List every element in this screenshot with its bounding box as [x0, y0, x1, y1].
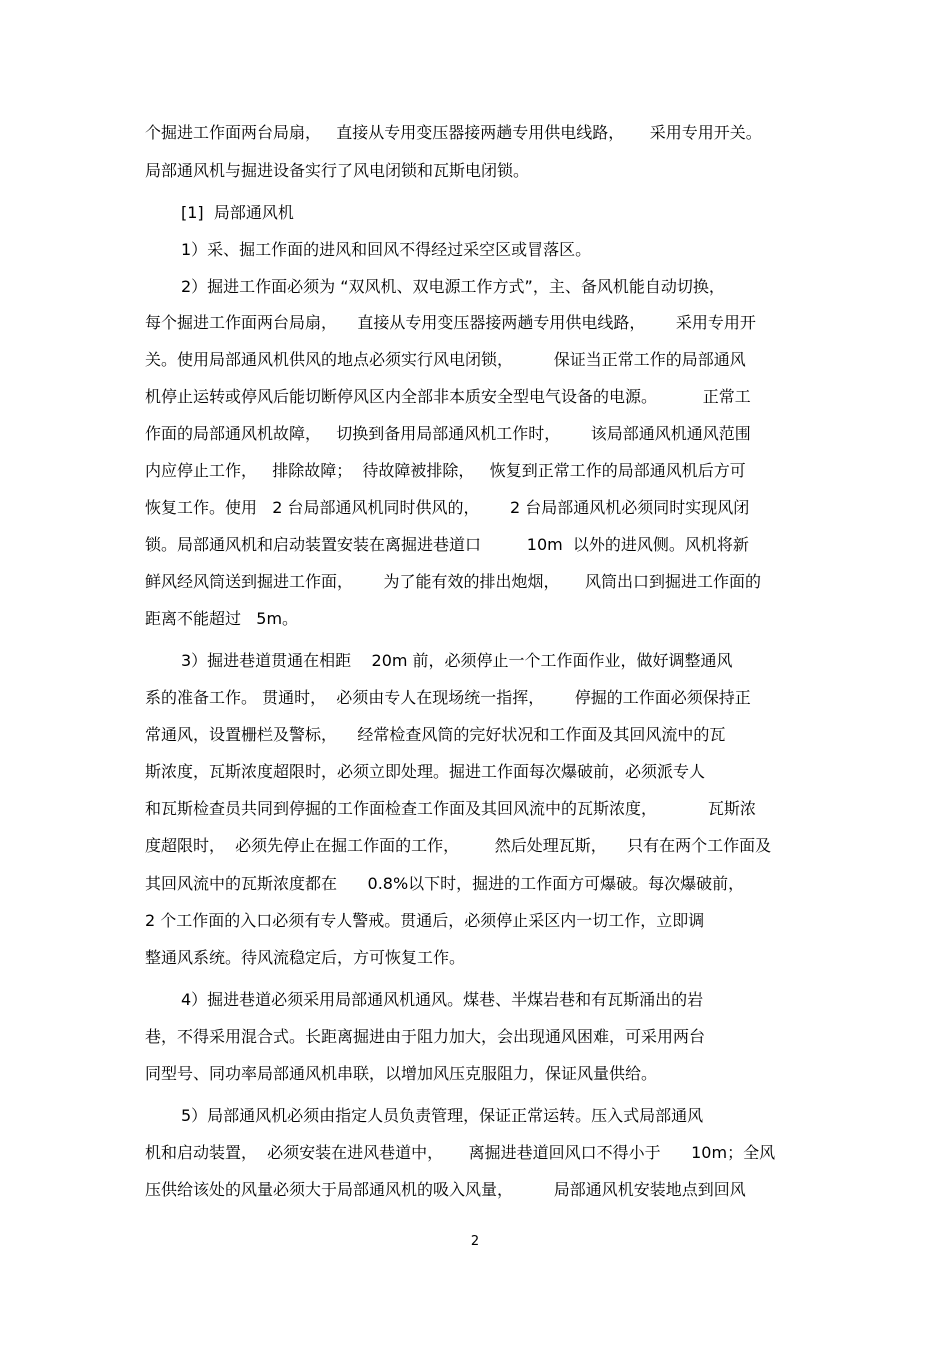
text-line: 5）局部通风机必须由指定人员负责管理，保证正常运转。压入式局部通风	[181, 1106, 704, 1125]
text-line: 度超限时， 必须先停止在掘工作面的工作， 然后处理瓦斯， 只有在两个工作面及	[145, 836, 772, 855]
text-line: 局部通风机与掘进设备实行了风电闭锁和瓦斯电闭锁。	[145, 161, 530, 180]
text-line: 锁。局部通风机和启动装置安装在离掘进巷道口 10m 以外的进风侧。风机将新	[145, 535, 749, 554]
text-line: 4）掘进巷道必须采用局部通风机通风。煤巷、半煤岩巷和有瓦斯涌出的岩	[181, 990, 704, 1009]
text-line: 巷，不得采用混合式。长距离掘进由于阻力加大，会出现通风困难，可采用两台	[145, 1027, 706, 1046]
text-line: 常通风，设置栅栏及警标， 经常检查风筒的完好状况和工作面及其回风流中的瓦	[145, 725, 726, 744]
page-number: 2	[470, 1234, 480, 1249]
text-line: 每个掘进工作面两台局扇， 直接从专用变压器接两趟专用供电线路， 采用专用开	[145, 313, 756, 332]
text-line: [1] 局部通风机	[181, 203, 294, 222]
text-line: 和瓦斯检查员共同到停掘的工作面检查工作面及其回风流中的瓦斯浓度， 瓦斯浓	[145, 799, 756, 818]
text-line: 3）掘进巷道贯通在相距 20m 前，必须停止一个工作面作业，做好调整通风	[181, 651, 733, 670]
text-line: 同型号、同功率局部通风机串联，以增加风压克服阻力，保证风量供给。	[145, 1064, 658, 1083]
text-line: 距离不能超过 5m。	[145, 609, 299, 628]
text-line: 1）采、掘工作面的进风和回风不得经过采空区或冒落区。	[181, 240, 592, 259]
text-line: 2）掘进工作面必须为 “双风机、双电源工作方式”，主、备风机能自动切换，	[181, 277, 725, 296]
text-line: 机和启动装置， 必须安装在进风巷道中， 离掘进巷道回风口不得小于 10m；全风	[145, 1143, 776, 1162]
text-line: 其回风流中的瓦斯浓度都在 0.8%以下时，掘进的工作面方可爆破。每次爆破前，	[145, 874, 745, 893]
text-line: 关。使用局部通风机供风的地点必须实行风电闭锁， 保证当正常工作的局部通风	[145, 350, 746, 369]
text-line: 整通风系统。待风流稳定后，方可恢复工作。	[145, 948, 466, 967]
text-line: 压供给该处的风量必须大于局部通风机的吸入风量， 局部通风机安装地点到回风	[145, 1180, 746, 1199]
text-line: 2 个工作面的入口必须有专人警戒。贯通后，必须停止采区内一切工作，立即调	[145, 911, 705, 930]
text-line: 恢复工作。使用 2 台局部通风机同时供风的， 2 台局部通风机必须同时实现风闭	[145, 498, 750, 517]
text-line: 个掘进工作面两台局扇， 直接从专用变压器接两趟专用供电线路， 采用专用开关。	[145, 123, 762, 142]
text-line: 机停止运转或停风后能切断停风区内全部非本质安全型电气设备的电源。 正常工	[145, 387, 751, 406]
text-line: 内应停止工作， 排除故障； 待故障被排除， 恢复到正常工作的局部通风机后方可	[145, 461, 746, 480]
text-line: 作面的局部通风机故障， 切换到备用局部通风机工作时， 该局部通风机通风范围	[145, 424, 751, 443]
text-line: 鲜风经风筒送到掘进工作面， 为了能有效的排出炮烟， 风筒出口到掘进工作面的	[145, 572, 761, 591]
text-line: 系的准备工作。 贯通时， 必须由专人在现场统一指挥， 停掘的工作面必须保持正	[145, 688, 751, 707]
text-line: 斯浓度，瓦斯浓度超限时，必须立即处理。掘进工作面每次爆破前，必须派专人	[145, 762, 706, 781]
